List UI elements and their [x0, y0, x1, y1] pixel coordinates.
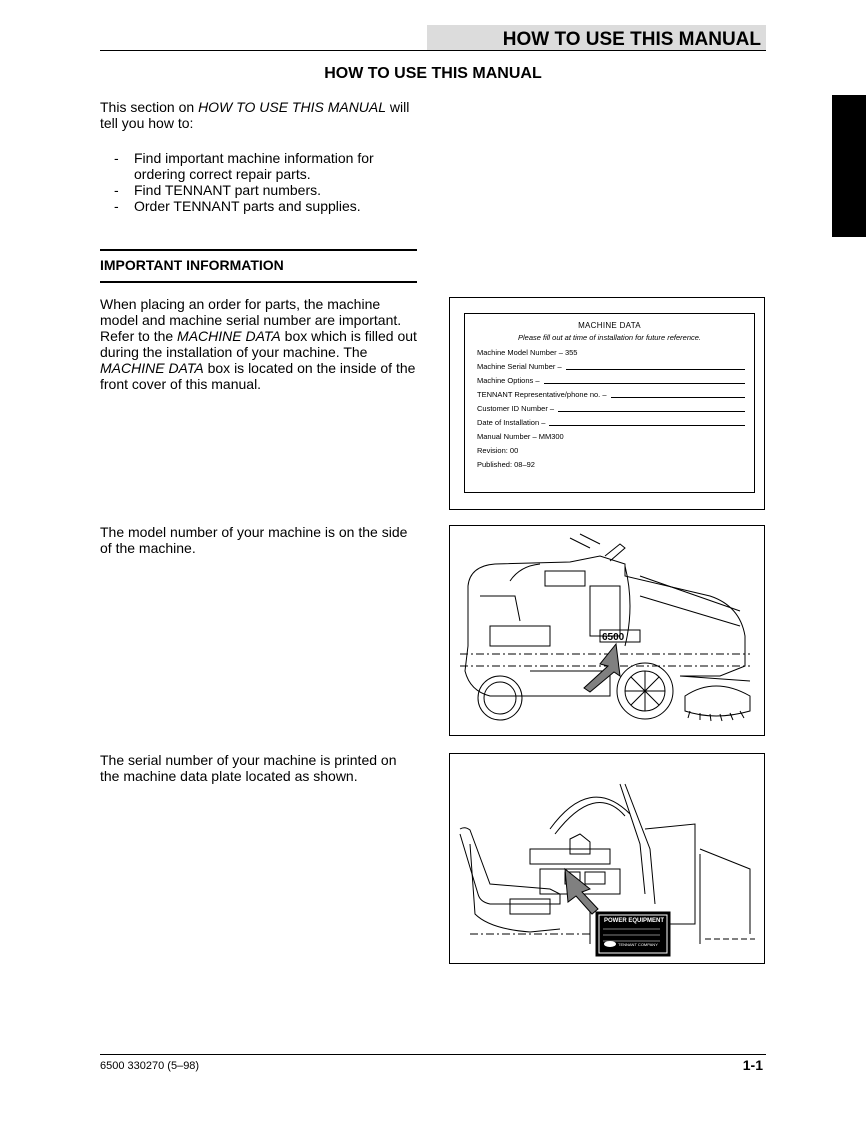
machine-data-row	[477, 348, 745, 358]
header-title: HOW TO USE THIS MANUAL	[502, 29, 761, 50]
fill-in-line	[558, 404, 745, 412]
machine-side-view-figure	[449, 525, 765, 736]
list-item-text: Find important machine information for ordering correct repair parts.	[134, 150, 374, 182]
machine-data-row-label: Revision: 00	[477, 446, 519, 455]
intro-paragraph	[100, 99, 420, 131]
page-number: 1-1	[742, 1057, 763, 1073]
machine-data-row	[477, 362, 745, 372]
model-number-paragraph: The model number of your machine is on the side of the machine.	[100, 524, 408, 556]
machine-data-figure	[449, 297, 765, 510]
important-text-2: box which is filled out during the installation of your machine. The	[100, 328, 417, 360]
fill-in-line	[611, 390, 745, 398]
plate-title: POWER EQUIPMENT	[604, 918, 665, 924]
model-plate-label: 6500	[602, 632, 625, 643]
list-item-text: Find TENNANT part numbers.	[134, 182, 321, 198]
machine-data-row-label: Manual Number – MM300	[477, 432, 564, 441]
machine-data-note: Please fill out at time of installation for future reference.	[517, 333, 701, 342]
machine-data-row-label: Published: 08–92	[477, 460, 535, 469]
pointer-arrow	[584, 644, 620, 692]
intro-text-start: This section on	[100, 99, 199, 115]
machine-data-row	[477, 376, 745, 386]
section-title: IMPORTANT INFORMATION	[100, 257, 284, 273]
pointer-arrow	[565, 869, 598, 914]
fill-in-line	[566, 362, 745, 370]
section-tab-marker	[832, 95, 866, 237]
document-number: 6500 330270 (5–98)	[100, 1060, 200, 1072]
footer-rule	[100, 1054, 766, 1055]
machine-data-row	[477, 390, 745, 400]
important-text-emphasis-1: MACHINE DATA	[177, 328, 281, 344]
machine-data-row	[477, 404, 745, 414]
fill-in-line	[549, 418, 745, 426]
list-item: - Find TENNANT part numbers.	[114, 182, 321, 198]
important-text-emphasis-2: MACHINE DATA	[100, 360, 204, 376]
machine-data-row-label: Machine Serial Number –	[477, 362, 562, 371]
sweeper-closeup-illustration	[450, 754, 764, 963]
sweeper-side-illustration	[450, 526, 764, 735]
intro-text-end: will tell you how to:	[100, 99, 410, 131]
machine-data-row	[477, 432, 745, 442]
machine-data-title: MACHINE DATA	[578, 321, 641, 330]
machine-data-row-label: Customer ID Number –	[477, 404, 555, 413]
tennant-logo-icon	[604, 941, 616, 947]
important-text-1: When placing an order for parts, the machine model and machine serial number are important. Refer to the	[100, 296, 402, 344]
machine-data-row-label: Machine Model Number – 355	[477, 348, 578, 357]
section-rule-bottom	[100, 281, 417, 283]
list-item-text: Order TENNANT parts and supplies.	[134, 198, 361, 214]
machine-data-row	[477, 460, 745, 470]
plate-company: TENNANT COMPANY	[618, 942, 658, 947]
important-paragraph	[100, 296, 418, 392]
list-item: - Order TENNANT parts and supplies.	[114, 198, 361, 214]
fill-in-line	[544, 376, 745, 384]
machine-data-row	[477, 418, 745, 428]
machine-data-row	[477, 446, 745, 456]
intro-text-emphasis: HOW TO USE THIS MANUAL	[198, 99, 387, 115]
machine-data-box	[464, 313, 755, 493]
page-heading: HOW TO USE THIS MANUAL	[324, 65, 542, 82]
important-text-3: box is located on the inside of the front cover of this manual.	[100, 360, 416, 392]
serial-number-paragraph: The serial number of your machine is printed on the machine data plate located as shown.	[100, 752, 397, 784]
header-rule	[100, 50, 766, 51]
task-list	[100, 150, 420, 214]
machine-data-row-label: Machine Options –	[477, 376, 540, 385]
data-plate-location-figure	[449, 753, 765, 964]
machine-data-row-label: Date of Installation –	[477, 418, 546, 427]
section-rule-top	[100, 249, 417, 251]
machine-data-row-label: TENNANT Representative/phone no. –	[477, 390, 607, 399]
list-item: - Find important machine information for ordering correct repair parts.	[114, 150, 374, 182]
